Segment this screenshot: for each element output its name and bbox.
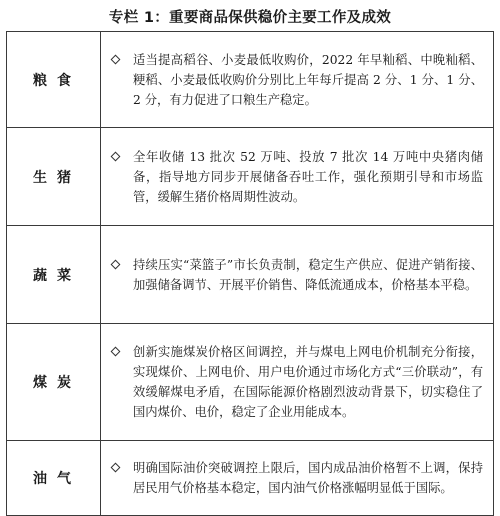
description-text: 适当提高稻谷、小麦最低收购价，2022 年早籼稻、中晚籼稻、粳稻、小麦最低收购价分别比上年每斤提高 2 分、1 分、1 分、2 分，有力促进了口粮生产稳定。 xyxy=(133,52,483,107)
diamond-bullet-icon xyxy=(109,147,123,167)
category-cell: 粮食 xyxy=(7,32,101,128)
category-cell: 蔬菜 xyxy=(7,226,101,324)
description-cell xyxy=(101,324,494,441)
diamond-bullet-icon xyxy=(109,255,123,275)
description-text: 持续压实“菜篮子”市长负责制，稳定生产供应、促进产销衔接、加强储备调节、开展平价销售、降低流通成本，价格基本平稳。 xyxy=(133,257,483,292)
table-row xyxy=(7,32,494,128)
description-cell xyxy=(101,441,494,516)
category-cell: 生猪 xyxy=(7,128,101,226)
feature-box-table xyxy=(6,31,494,516)
description-cell xyxy=(101,32,494,128)
table-row xyxy=(7,324,494,441)
description-text: 创新实施煤炭价格区间调控，并与煤电上网电价机制充分衔接，实现煤价、上网电价、用户电价通过市场化方式“三价联动”，有效缓解煤电矛盾，在国际能源价格剧烈波动背景下，切实稳住了国内煤价、电价，稳定了企业用能成本。 xyxy=(133,345,483,419)
diamond-bullet-icon xyxy=(109,342,123,362)
description-cell xyxy=(101,226,494,324)
category-cell: 煤炭 xyxy=(7,324,101,441)
category-cell: 油气 xyxy=(7,441,101,516)
description-text: 全年收储 13 批次 52 万吨、投放 7 批次 14 万吨中央猪肉储备，指导地方同步开展储备吞吐工作，强化预期引导和市场监管，缓解生猪价格周期性波动。 xyxy=(133,149,483,204)
description-cell xyxy=(101,128,494,226)
table-row xyxy=(7,128,494,226)
diamond-bullet-icon xyxy=(109,458,123,478)
description-text: 明确国际油价突破调控上限后，国内成品油价格暂不上调，保持居民用气价格基本稳定，国内油气价格涨幅明显低于国际。 xyxy=(133,461,483,495)
diamond-bullet-icon xyxy=(109,50,123,70)
table-row xyxy=(7,226,494,324)
table-row xyxy=(7,441,494,516)
page-title: 专栏 1：重要商品保供稳价主要工作及成效 xyxy=(108,10,392,26)
